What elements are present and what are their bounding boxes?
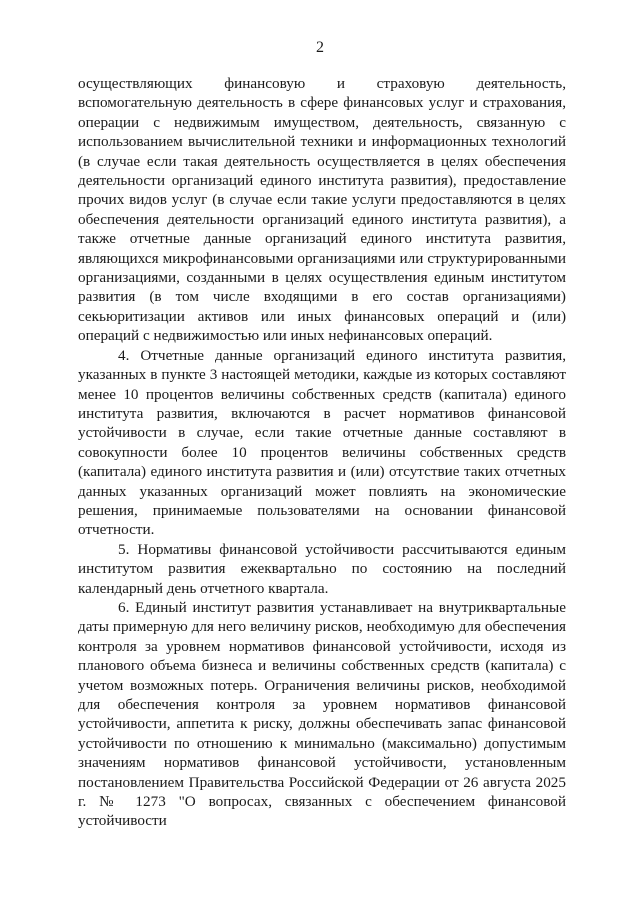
paragraph-continuation: осуществляющих финансовую и страховую деятельность, вспомогательную деятельность в сфере финансовых услуг и страхования, операции с недвижимым имуществом, деятельность, связанную с использованием вычислительной техники и информационных технологий (в случае если такая деятельность осуществляется в целях обеспечения деятельности организаций единого института развития), предоставление прочих видов услуг (в случае если такие услуги предоставляются в целях обеспечения деятельности организаций единого института развития), а также отчетные данные организаций единого института развития, являющихся микрофинансовыми организациями или структурированными организациями, созданными в целях осуществления единым институтом развития (в том числе входящими в его состав организациями) секьюритизации активов или иных финансовых операций и (или) операций с недвижимостью или иных нефинансовых операций. (78, 75, 566, 345)
body-text (78, 74, 566, 831)
paragraph-item-6: 6. Единый институт развития устанавливает на внутриквартальные даты примерную для него величину рисков, необходимую для обеспечения контроля за уровнем нормативов финансовой устойчивости, исходя из планового объема бизнеса и величины собственных средств (капитала) с учетом возможных потерь. Ограничения величины рисков, необходимой для обеспечения контроля за уровнем нормативов финансовой устойчивости, аппетита к риску, должны обеспечивать запас финансовой устойчивости по отношению к минимально (максимально) допустимым значениям нормативов финансовой устойчивости, установленным постановлением Правительства Российской Федерации от 26 августа 2025 г. № 1273 "О вопросах, связанных с обеспечением финансовой устойчивости (78, 598, 566, 830)
page-number: 2 (316, 39, 324, 56)
paragraph-item-5: 5. Нормативы финансовой устойчивости рассчитываются единым институтом развития ежеквартально по состоянию на последний календарный день отчетного квартала. (78, 540, 566, 597)
paragraph-item-4: 4. Отчетные данные организаций единого института развития, указанных в пункте 3 настоящей методики, каждые из которых составляют менее 10 процентов величины собственных средств (капитала) единого института развития, включаются в расчет нормативов финансовой устойчивости в случае, если такие отчетные данные составляют в совокупности более 10 процентов величины собственных средств (капитала) единого института развития и (или) отсутствие таких отчетных данных указанных организаций может повлиять на экономические решения, принимаемые пользователями на основании финансовой отчетности. (78, 346, 566, 539)
